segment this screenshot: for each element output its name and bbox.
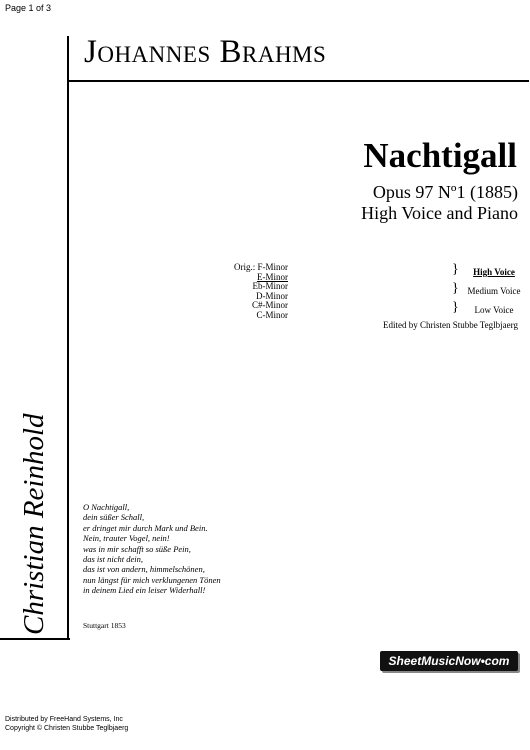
opus-number: Opus 97 Nº1 (1885) [372, 182, 518, 202]
footer-copyright: Copyright © Christen Stubbe Teglbjaerg [5, 724, 129, 732]
poem-line: das ist nicht dein, [83, 554, 143, 565]
footer [5, 716, 128, 733]
footer-distributor: Distributed by FreeHand Systems, Inc [5, 716, 123, 723]
brace-icon: } [452, 281, 459, 296]
song-title: Nachtigall [363, 136, 517, 175]
editor-credit: Edited by Christen Stubbe Teglbjaerg [382, 320, 518, 330]
key-low-2: C-Minor [256, 309, 288, 320]
poem-line: das ist von andern, himmelschönen, [83, 564, 205, 575]
key-medium-1: Eb-Minor [252, 281, 288, 291]
key-original: Orig.: F-Minor [234, 262, 288, 272]
brace-icon: } [452, 262, 459, 277]
poet-name: Christian Reinhold [18, 413, 50, 635]
voice-label-high: High Voice [473, 267, 515, 277]
footer-rule [0, 638, 70, 640]
poem-line: was in mir schafft so süße Pein, [83, 543, 191, 554]
publisher-logo[interactable]: SheetMusicNow•com [380, 651, 518, 671]
poem-text [83, 502, 221, 596]
poem-line: O Nachtigall, [83, 502, 130, 512]
place-date: Stuttgart 1853 [83, 621, 126, 630]
vertical-rule [67, 36, 69, 640]
brace-icon: } [452, 300, 459, 315]
composer-name: Johannes Brahms [84, 34, 327, 70]
page-indicator: Page 1 of 3 [5, 3, 52, 13]
key-medium-2: D-Minor [256, 290, 288, 301]
key-high: E-Minor [257, 271, 288, 282]
poem-line: er dringet mir durch Mark und Bein. [83, 522, 208, 533]
voice-label-low: Low Voice [474, 305, 514, 315]
poem-line: in deinem Lied ein leiser Widerhall! [83, 585, 206, 596]
poem-line: Nein, trauter Vogel, nein! [83, 533, 170, 544]
poem-line: nun längst für mich verklungenen Tönen [83, 574, 221, 585]
poem-line: dein süßer Schall, [83, 512, 145, 523]
voicing-subtitle: High Voice and Piano [361, 203, 518, 223]
voice-label-medium: Medium Voice [467, 286, 521, 296]
key-low-1: C#-Minor [252, 300, 288, 310]
header-rule [67, 80, 529, 82]
